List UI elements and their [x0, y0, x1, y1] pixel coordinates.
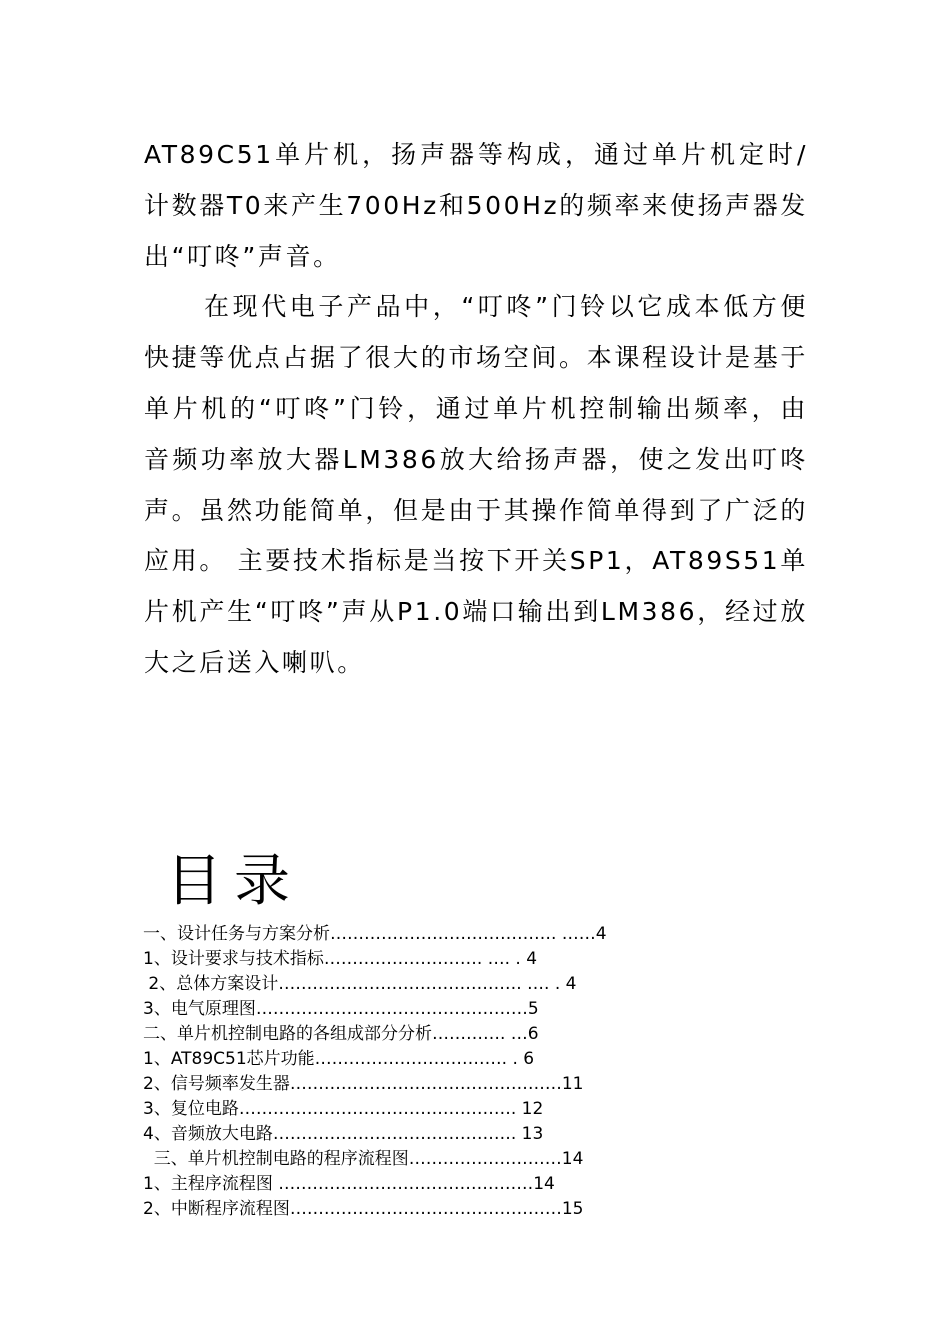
toc-entry: 4、音频放大电路……………………………………. 13 — [143, 1124, 544, 1144]
paragraph-intro: AT89C51单片机，扬声器等构成，通过单片机定时/计数器T0来产生700Hz和500Hz的频率来使扬声器发出“叮咚”声音。 — [144, 140, 808, 271]
table-of-contents — [143, 922, 783, 1222]
toc-entry: 3、复位电路…………………………………………. 12 — [143, 1099, 544, 1119]
toc-entry: 2、信号频率发生器…………………………………………11 — [143, 1074, 584, 1094]
toc-entry: 三、单片机控制电路的程序流程图………………………14 — [143, 1149, 584, 1169]
paragraph-background: 在现代电子产品中，“叮咚”门铃以它成本低方便快捷等优点占据了很大的市场空间。本课程设计是基于单片机的“叮咚”门铃，通过单片机控制输出频率，由音频功率放大器LM386放大给扬声器，使之发出叮咚声。虽然功能简单，但是由于其操作简单得到了广泛的应用。 主要技术指标是当按下开关SP1，AT89S51单片机产生“叮咚”声从P1.0端口输出到LM386，经过放大之后送入喇叭。 — [144, 292, 808, 677]
toc-entry: 1、主程序流程图 ………………………………………14 — [143, 1174, 555, 1194]
toc-entry: 1、AT89C51芯片功能……………………………. . 6 — [143, 1049, 535, 1069]
toc-title: 目录 — [166, 849, 302, 914]
toc-entry: 一、设计任务与方案分析…………………………………. ……4 — [143, 924, 607, 944]
toc-entry: 2、总体方案设计……………………………………. …. . 4 — [143, 974, 577, 994]
body-text — [144, 130, 808, 689]
toc-entry: 2、中断程序流程图…………………………………………15 — [143, 1199, 584, 1219]
toc-entry: 二、单片机控制电路的各组成部分分析…………. …6 — [143, 1024, 539, 1044]
toc-entry: 3、电气原理图…………………………………………5 — [143, 999, 539, 1019]
toc-entry: 1、设计要求与技术指标………………………. …. . 4 — [143, 949, 538, 969]
